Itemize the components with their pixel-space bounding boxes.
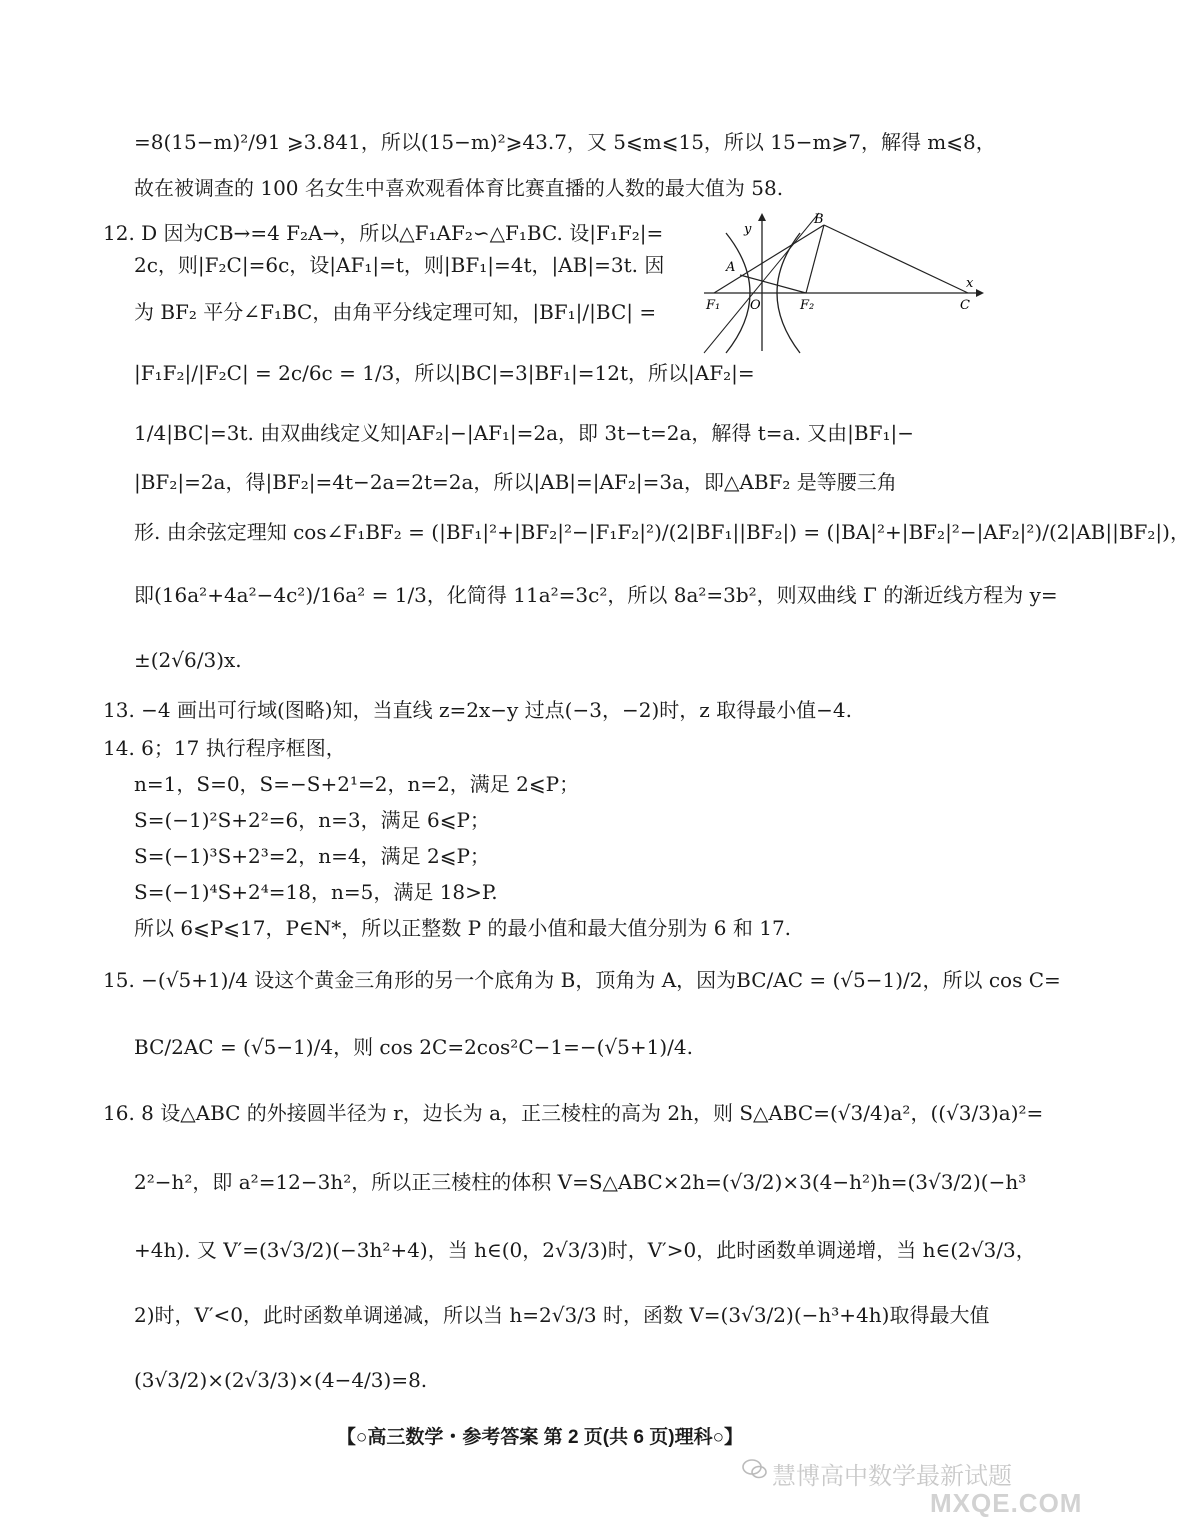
text-line-18: 所以 6⩽P⩽17，P∈N*，所以正整数 P 的最小值和最大值分别为 6 和 17. [134, 916, 792, 940]
segment-B-F2 [806, 225, 824, 293]
text-line-21: 16. 8 设△ABC 的外接圆半径为 r，边长为 a，正三棱柱的高为 2h，则 S△ABC=(√3/4)a²，((√3/3)a)²= [103, 1101, 1044, 1125]
text-line-12: 13. −4 画出可行域(图略)知，当直线 z=2x−y 过点(−3，−2)时，z 取得最小值−4. [103, 698, 852, 722]
y-axis-arrow [758, 213, 766, 221]
label-y: y [744, 222, 752, 237]
label-F2: F₂ [800, 298, 815, 313]
text-line-6: |F₁F₂|/|F₂C| = 2c/6c = 1/3，所以|BC|=3|BF₁|=12t，所以|AF₂|= [134, 361, 755, 385]
text-line-15: S=(−1)²S+2²=6，n=3，满足 6⩽P； [134, 808, 490, 832]
label-F1: F₁ [706, 298, 721, 313]
text-line-25: (3√3/2)×(2√3/3)×(4−4/3)=8. [134, 1368, 428, 1392]
hyperbola-figure [704, 213, 984, 353]
text-line-2: 故在被调查的 100 名女生中喜欢观看体育比赛直播的人数的最大值为 58. [134, 176, 784, 200]
text-line-7: 1/4|BC|=3t. 由双曲线定义知|AF₂|−|AF₁|=2a，即 3t−t=2a，解得 t=a. 又由|BF₁|− [134, 421, 914, 445]
wechat-icon [742, 1458, 768, 1480]
text-line-4: 2c，则|F₂C|=6c，设|AF₁|=t，则|BF₁|=4t，|AB|=3t. 因 [134, 253, 665, 277]
text-line-23: +4h). 又 V′=(3√3/2)(−3h²+4)，当 h∈(0，2√3/3)时，V′>0，此时函数单调递增，当 h∈(2√3/3， [134, 1238, 1036, 1262]
text-line-11: ±(2√6/3)x. [134, 648, 242, 672]
text-line-13: 14. 6；17 执行程序框图， [103, 736, 346, 760]
text-line-14: n=1，S=0，S=−S+2¹=2，n=2，满足 2⩽P； [134, 772, 580, 796]
text-line-10: 即(16a²+4a²−4c²)/16a² = 1/3，化简得 11a²=3c²，所以 8a²=3b²，则双曲线 Γ 的渐近线方程为 y= [134, 583, 1058, 607]
label-C: C [960, 298, 970, 313]
text-line-9: 形. 由余弦定理知 cos∠F₁BF₂ = (|BF₁|²+|BF₂|²−|F₁F₂|²)/(2|BF₁||BF₂|) = (|BA|²+|BF₂|²−|AF₂|²)/(2|AB||BF₂|)， [134, 520, 1190, 544]
label-x: x [966, 276, 974, 291]
watermark-site: MXQE.COM [930, 1488, 1083, 1518]
text-line-17: S=(−1)⁴S+2⁴=18，n=5，满足 18>P. [134, 880, 498, 904]
label-B: B [814, 212, 824, 227]
text-line-1: =8(15−m)²/91 ⩾3.841，所以(15−m)²⩾43.7，又 5⩽m⩽15，所以 15−m⩾7，解得 m⩽8， [134, 130, 996, 154]
x-axis-arrow [976, 289, 984, 297]
text-line-19: 15. −(√5+1)/4 设这个黄金三角形的另一个底角为 B，顶角为 A，因为BC/AC = (√5−1)/2，所以 cos C= [103, 968, 1061, 992]
text-line-8: |BF₂|=2a，得|BF₂|=4t−2a=2t=2a，所以|AB|=|AF₂|=3a，即△ABF₂ 是等腰三角 [134, 470, 897, 494]
segment-B-C [824, 225, 968, 293]
text-line-5: 为 BF₂ 平分∠F₁BC，由角平分线定理可知，|BF₁|/|BC| = [134, 300, 657, 324]
text-line-22: 2²−h²，即 a²=12−3h²，所以正三棱柱的体积 V=S△ABC×2h=(√3/2)×3(4−h²)h=(3√3/2)(−h³ [134, 1170, 1027, 1194]
page-footer: 【○高三数学・参考答案 第 2 页(共 6 页)理科○】 [336, 1427, 744, 1448]
text-line-24: 2)时，V′<0，此时函数单调递减，所以当 h=2√3/3 时，函数 V=(3√3/2)(−h³+4h)取得最大值 [134, 1303, 990, 1327]
label-O: O [750, 298, 761, 313]
text-line-16: S=(−1)³S+2³=2，n=4，满足 2⩽P； [134, 844, 490, 868]
label-A: A [726, 260, 736, 275]
watermark-text: 慧博高中数学最新试题 [772, 1463, 1012, 1490]
text-line-3: 12. D 因为CB→=4 F₂A→，所以△F₁AF₂∽△F₁BC. 设|F₁F₂|= [103, 221, 664, 245]
text-line-20: BC/2AC = (√5−1)/4，则 cos 2C=2cos²C−1=−(√5+1)/4. [134, 1035, 694, 1059]
